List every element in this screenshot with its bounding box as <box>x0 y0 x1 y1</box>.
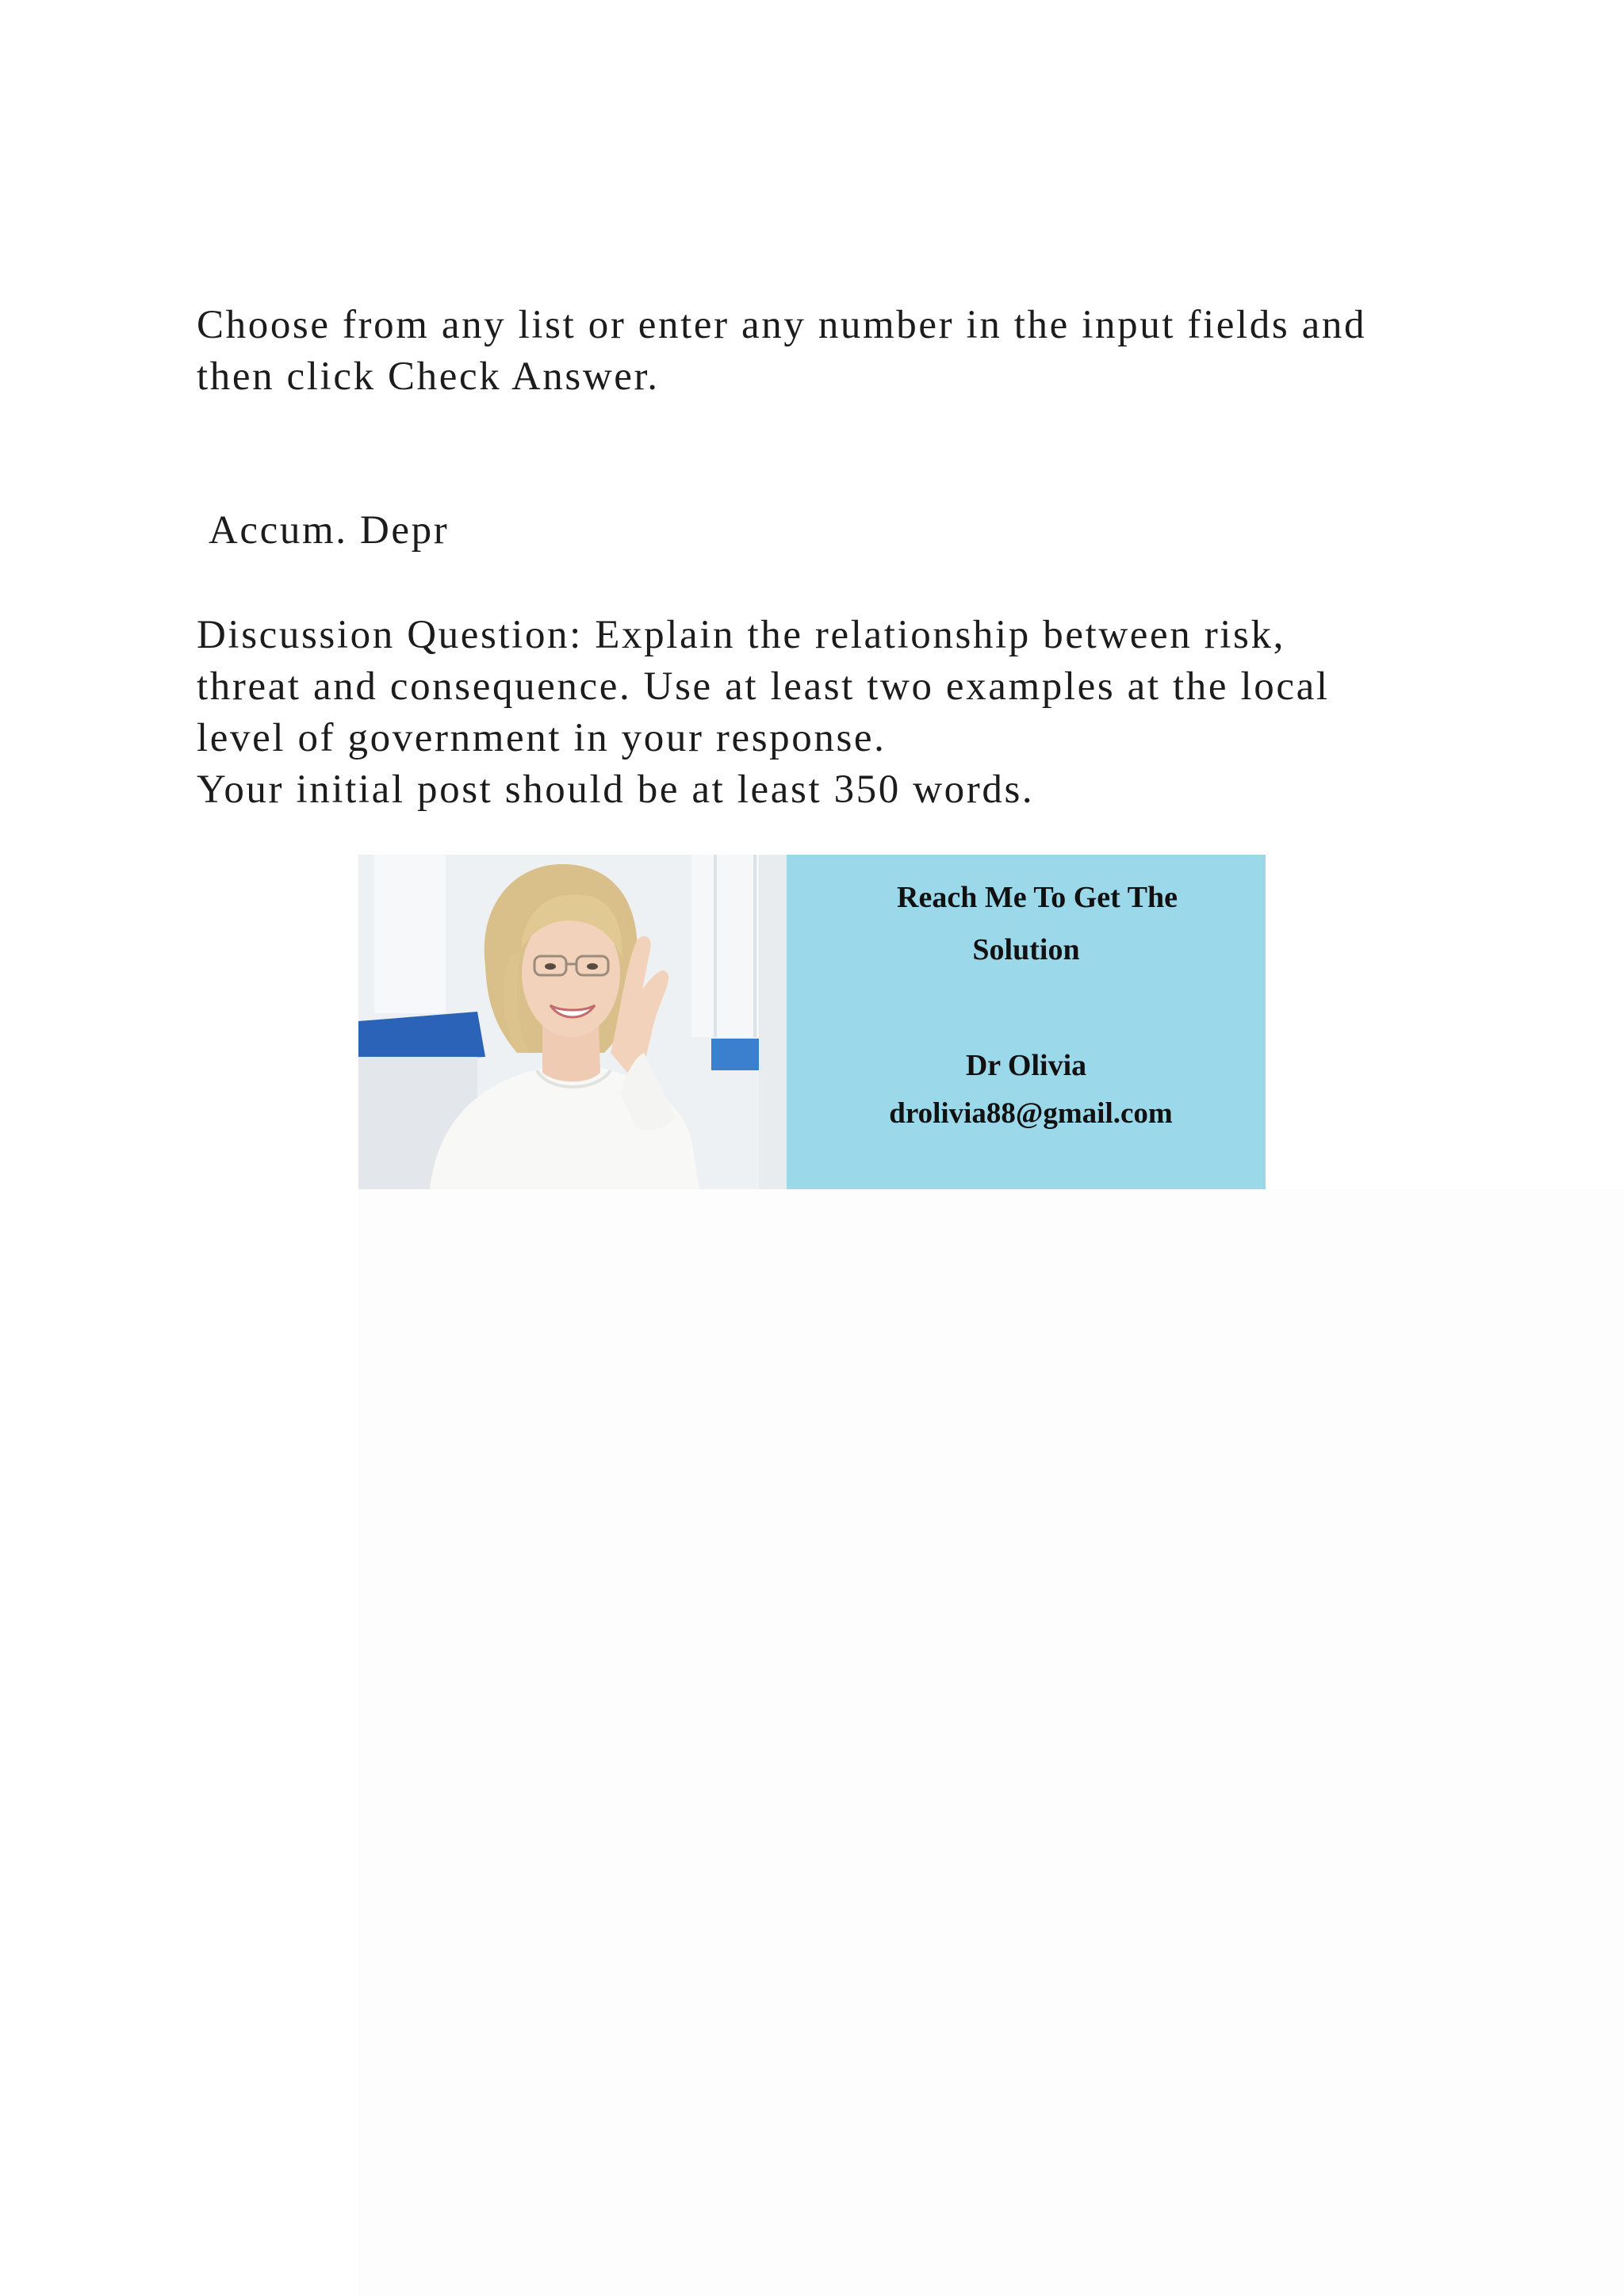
banner-headline: Reach Me To Get The <box>897 881 1178 914</box>
text-line: Choose from any list or enter any number in the input fields and <box>197 303 1367 347</box>
text-line: then click Check Answer. <box>197 354 660 399</box>
image-placeholder-area <box>358 1189 1624 2296</box>
instruction-paragraph <box>197 300 1465 403</box>
text-line: threat and consequence. Use at least two examples at the local <box>197 664 1330 709</box>
accumulated-depreciation-label <box>209 505 1477 557</box>
contact-email: drolivia88@gmail.com <box>889 1097 1173 1130</box>
text-line: Discussion Question: Explain the relationship between risk, <box>197 613 1285 657</box>
contact-info-panel <box>787 855 1266 1189</box>
text-line: level of government in your response. <box>197 716 887 760</box>
text-line: Your initial post should be at least 350 words. <box>197 767 1035 812</box>
discussion-question-paragraph <box>197 610 1465 816</box>
contact-banner <box>358 855 1266 1189</box>
banner-headline-continued: Solution <box>972 933 1080 966</box>
smiling-woman-photo <box>358 855 787 1189</box>
contact-name: Dr Olivia <box>965 1049 1087 1082</box>
text-line: Accum. Depr <box>209 508 450 553</box>
woman-portrait-illustration <box>358 855 787 1189</box>
